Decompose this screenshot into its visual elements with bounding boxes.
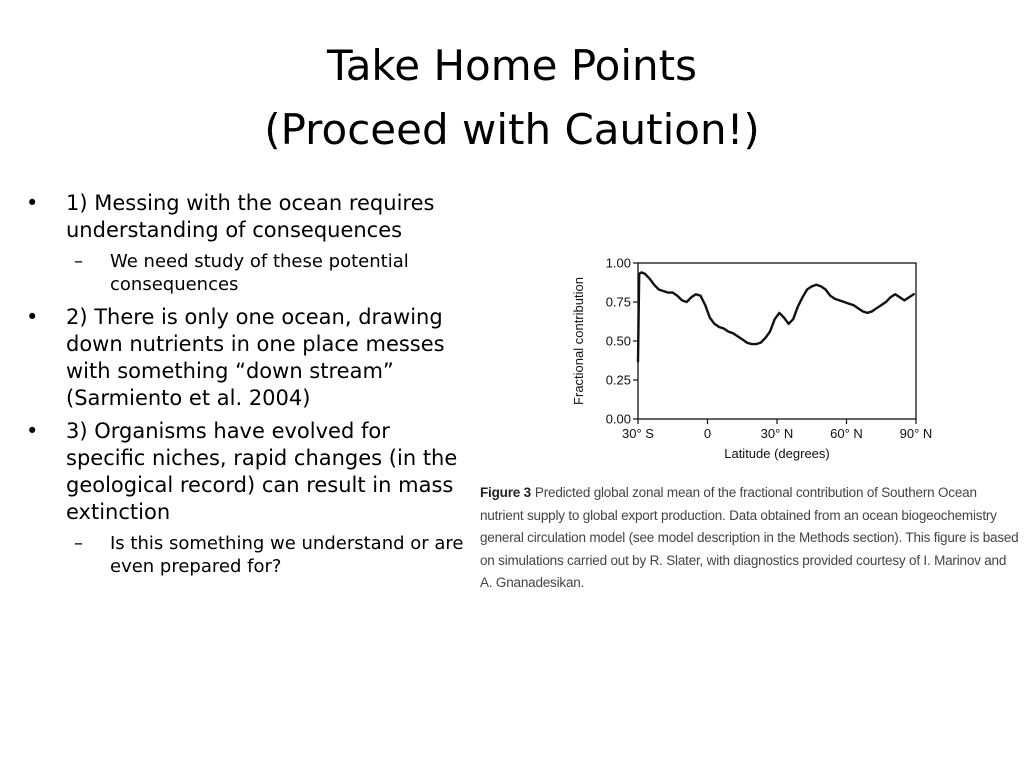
x-tick-label: 90° N	[899, 426, 933, 441]
sub-bullet-item	[26, 532, 471, 578]
x-axis-label: Latitude (degrees)	[724, 446, 830, 461]
series-line	[638, 272, 914, 361]
title-line-1: Take Home Points	[326, 41, 697, 90]
bullet-item	[26, 304, 471, 412]
bullet-item	[26, 418, 471, 526]
y-tick-label: 1.00	[605, 255, 631, 271]
sub-bullet-glyph: –	[74, 533, 83, 554]
sub-bullet-text: Is this something we understand or are even prepared for?	[110, 533, 464, 577]
bullet-list	[26, 190, 471, 586]
bullet-text: 1) Messing with the ocean requires understanding of consequences	[66, 191, 435, 242]
bullet-item	[26, 190, 471, 244]
plot-frame	[638, 263, 916, 419]
y-tick-label: 0.50	[605, 333, 631, 349]
sub-bullet-item	[26, 250, 471, 296]
line-chart	[566, 248, 946, 468]
sub-bullet-glyph: –	[74, 251, 83, 272]
x-tick-label: 30° S	[622, 426, 654, 441]
y-tick-label: 0.75	[605, 294, 631, 310]
y-tick-label: 0.25	[605, 372, 631, 388]
y-tick-label: 0.00	[605, 411, 631, 427]
sub-bullet-text: We need study of these potential consequences	[110, 251, 409, 295]
bullet-glyph: •	[26, 419, 39, 443]
slide-title	[0, 34, 1024, 162]
bullet-text: 2) There is only one ocean, drawing down nutrients in one place messes with something “down stream” (Sarmiento et al. 2004)	[66, 305, 445, 410]
bullet-glyph: •	[26, 191, 39, 215]
bullet-glyph: •	[26, 305, 39, 329]
figure-caption-text: Predicted global zonal mean of the fractional contribution of Southern Ocean nutrient supply to global export production. Data obtained from an ocean biogeochemistry general circulation model (see model description in the Methods section). This figure is based on simulations carried out by R. Slater, with diagnostics provided courtesy of I. Marinov and A. Gnanadesikan.	[480, 485, 1019, 590]
figure-label: Figure 3	[480, 485, 531, 500]
title-line-2: (Proceed with Caution!)	[264, 105, 760, 154]
x-tick-label: 0	[703, 426, 712, 441]
x-tick-label: 30° N	[760, 426, 794, 441]
bullet-text: 3) Organisms have evolved for specific niches, rapid changes (in the geological record) can result in mass extinction	[66, 419, 458, 524]
x-tick-label: 60° N	[830, 426, 863, 441]
figure-caption	[480, 482, 1020, 595]
y-axis-label: Fractional contribution	[571, 277, 586, 405]
